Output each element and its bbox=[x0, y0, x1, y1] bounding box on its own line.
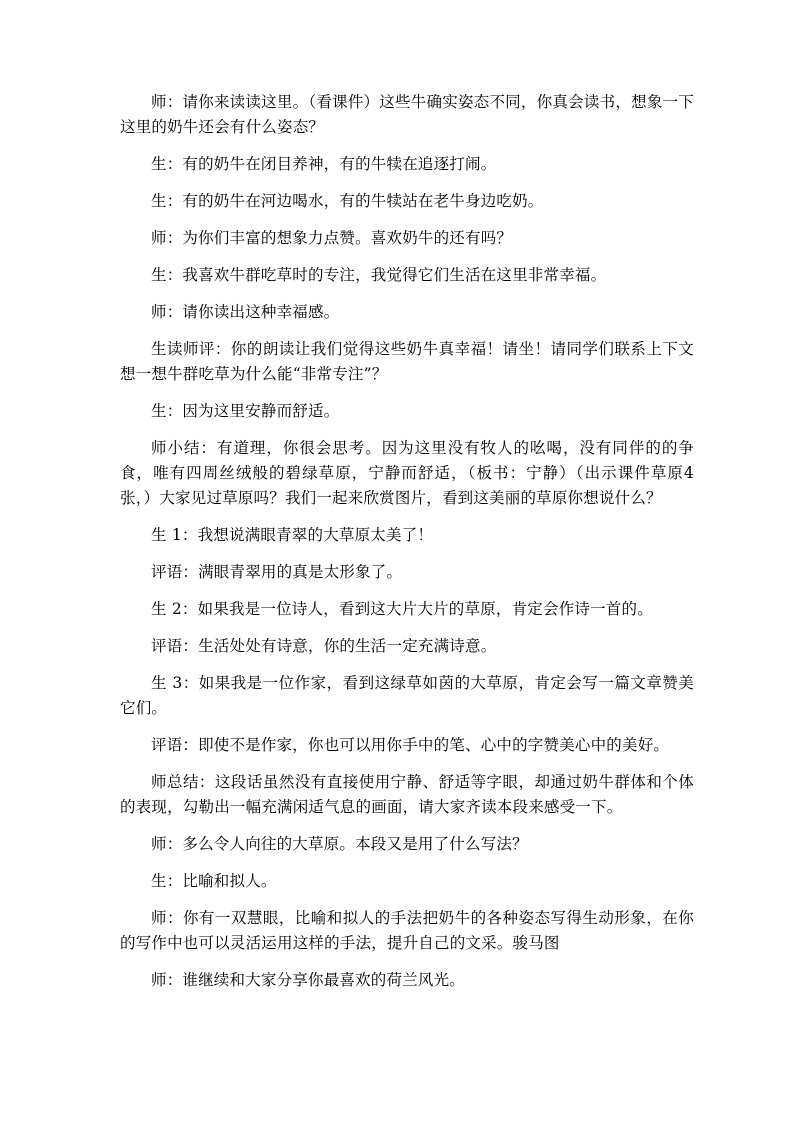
paragraph: 生 3：如果我是一位作家，看到这绿草如茵的大草原，肯定会写一篇文章赞美它们。 bbox=[120, 674, 694, 717]
paragraph: 师：你有一双慧眼，比喻和拟人的手法把奶牛的各种姿态写得生动形象，在你的写作中也可以灵活运用这样的手法，提升自己的文采。骏马图 bbox=[120, 909, 694, 952]
paragraph: 评语：满眼青翠用的真是太形象了。 bbox=[151, 563, 403, 581]
paragraph: 评语：即使不是作家，你也可以用你手中的笔、心中的字赞美心中的美好。 bbox=[151, 736, 670, 754]
paragraph: 师：请你读出这种幸福感。 bbox=[151, 303, 340, 321]
paragraph: 生：有的奶牛在河边喝水，有的牛犊站在老牛身边吃奶。 bbox=[151, 192, 544, 210]
paragraph: 评语：生活处处有诗意，你的生活一定充满诗意。 bbox=[151, 637, 497, 655]
paragraph: 生 2：如果我是一位诗人，看到这大片大片的草原，肯定会作诗一首的。 bbox=[151, 600, 653, 618]
paragraph: 生：因为这里安静而舒适。 bbox=[151, 402, 340, 420]
paragraph: 生：我喜欢牛群吃草时的专注，我觉得它们生活在这里非常幸福。 bbox=[151, 266, 607, 284]
paragraph: 师：请你来读读这里。（看课件）这些牛确实姿态不同，你真会读书，想象一下这里的奶牛还会有什么姿态？ bbox=[120, 93, 694, 136]
paragraph: 师总结：这段话虽然没有直接使用宁静、舒适等字眼，却通过奶牛群体和个体的表现，勾勒出一幅充满闲适气息的画面，请大家齐读本段来感受一下。 bbox=[120, 773, 694, 816]
paragraph: 生：比喻和拟人。 bbox=[151, 872, 277, 890]
paragraph: 师小结：有道理，你很会思考。因为这里没有牧人的吆喝，没有同伴的的争食，唯有四周丝绒般的碧绿草原，宁静而舒适，（板书：宁静）（出示课件草原4张，）大家见过草原吗？我们一起来欣赏图片，看到这美丽的草原你想说什么？ bbox=[120, 439, 694, 507]
document-body bbox=[120, 90, 694, 1005]
paragraph: 师：谁继续和大家分享你最喜欢的荷兰风光。 bbox=[151, 971, 466, 989]
paragraph: 师：为你们丰富的想象力点赞。喜欢奶牛的还有吗？ bbox=[151, 229, 513, 247]
paragraph: 生 1：我想说满眼青翠的大草原太美了！ bbox=[151, 526, 434, 544]
paragraph: 师：多么令人向往的大草原。本段又是用了什么写法？ bbox=[151, 835, 528, 853]
paragraph: 生：有的奶牛在闭目养神，有的牛犊在追逐打闹。 bbox=[151, 155, 497, 173]
paragraph: 生读师评：你的朗读让我们觉得这些奶牛真幸福！请坐！请同学们联系上下文想一想牛群吃草为什么能“非常专注”？ bbox=[120, 340, 694, 383]
